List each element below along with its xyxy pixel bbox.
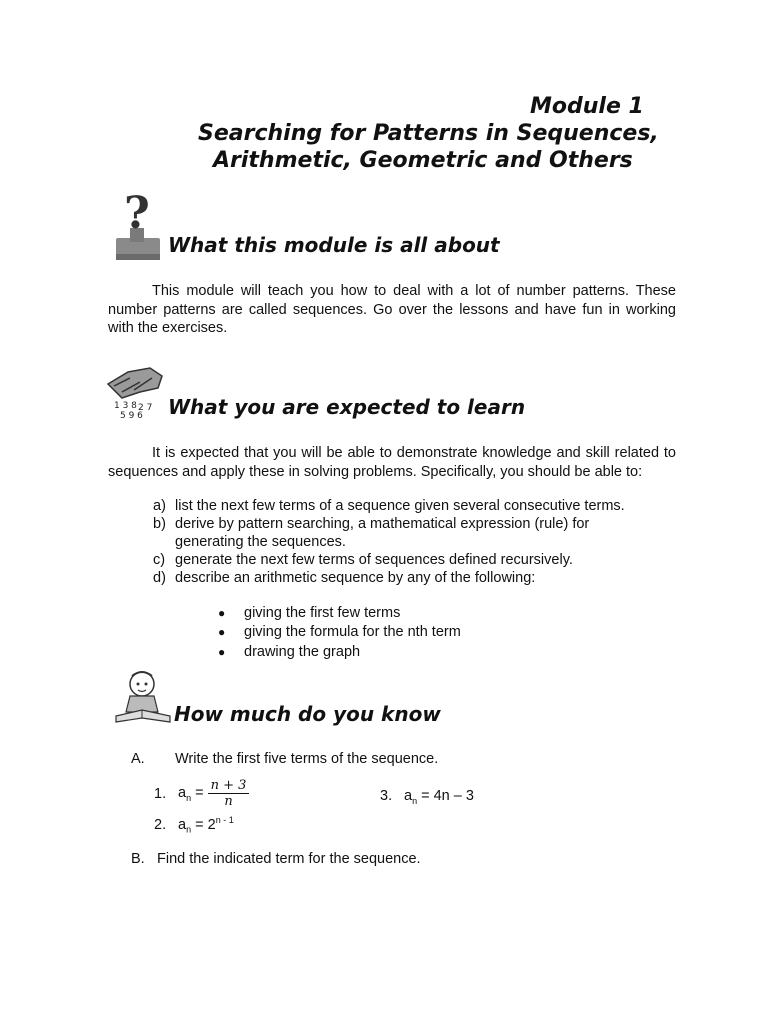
module-title-line1: Searching for Patterns in Sequences, xyxy=(198,121,659,146)
section-heading-learn: What you are expected to learn xyxy=(168,395,526,419)
module-number: Module 1 xyxy=(530,94,644,119)
objective-b: b) derive by pattern searching, a mathematical expression (rule) for xyxy=(153,516,590,532)
learn-paragraph: It is expected that you will be able to demonstrate knowledge and skill related to sequences and apply these in solving problems. Specifically, you should be able to: xyxy=(108,445,676,480)
objective-d: d) describe an arithmetic sequence by any of the following: xyxy=(153,570,536,586)
question-2: 2. $a_n = 2^{n - 1}$ xyxy=(154,815,234,835)
svg-text:?: ? xyxy=(124,188,150,239)
child-reading-icon xyxy=(112,666,174,726)
objective-a: a) list the next few terms of a sequence given several consecutive terms. xyxy=(153,498,625,514)
about-paragraph: This module will teach you how to deal with a lot of number patterns. These number patterns are called sequences. Go over the lessons and have fun in working with the exercises. xyxy=(108,283,676,336)
section-heading-know: How much do you know xyxy=(174,702,441,726)
bullet-item: ● drawing the graph xyxy=(218,644,361,660)
objective-c: c) generate the next few terms of sequences defined recursively. xyxy=(153,552,573,568)
question-mark-icon xyxy=(112,188,164,264)
module-title-line2: Arithmetic, Geometric and Others xyxy=(213,148,633,173)
svg-text:5 9 6: 5 9 6 xyxy=(120,411,143,421)
part-a-instruction: A. Write the first five terms of the sequence. xyxy=(131,751,439,767)
svg-text:1 3 8: 1 3 8 xyxy=(114,401,137,411)
bullet-item: ● giving the first few terms xyxy=(218,605,401,621)
hand-with-numbers-icon xyxy=(100,362,170,422)
part-b-instruction: B. Find the indicated term for the sequence. xyxy=(131,851,421,867)
objective-b-cont: generating the sequences. xyxy=(175,534,346,550)
question-1: 1. $a_n$ = $\frac{n + 3}{n}$ xyxy=(154,778,249,809)
section-heading-about: What this module is all about xyxy=(168,233,500,257)
svg-text:2 7: 2 7 xyxy=(138,403,153,413)
question-3: 3. $a_n = 4n - 3$ xyxy=(380,788,474,806)
bullet-item: ● giving the formula for the nth term xyxy=(218,624,461,640)
